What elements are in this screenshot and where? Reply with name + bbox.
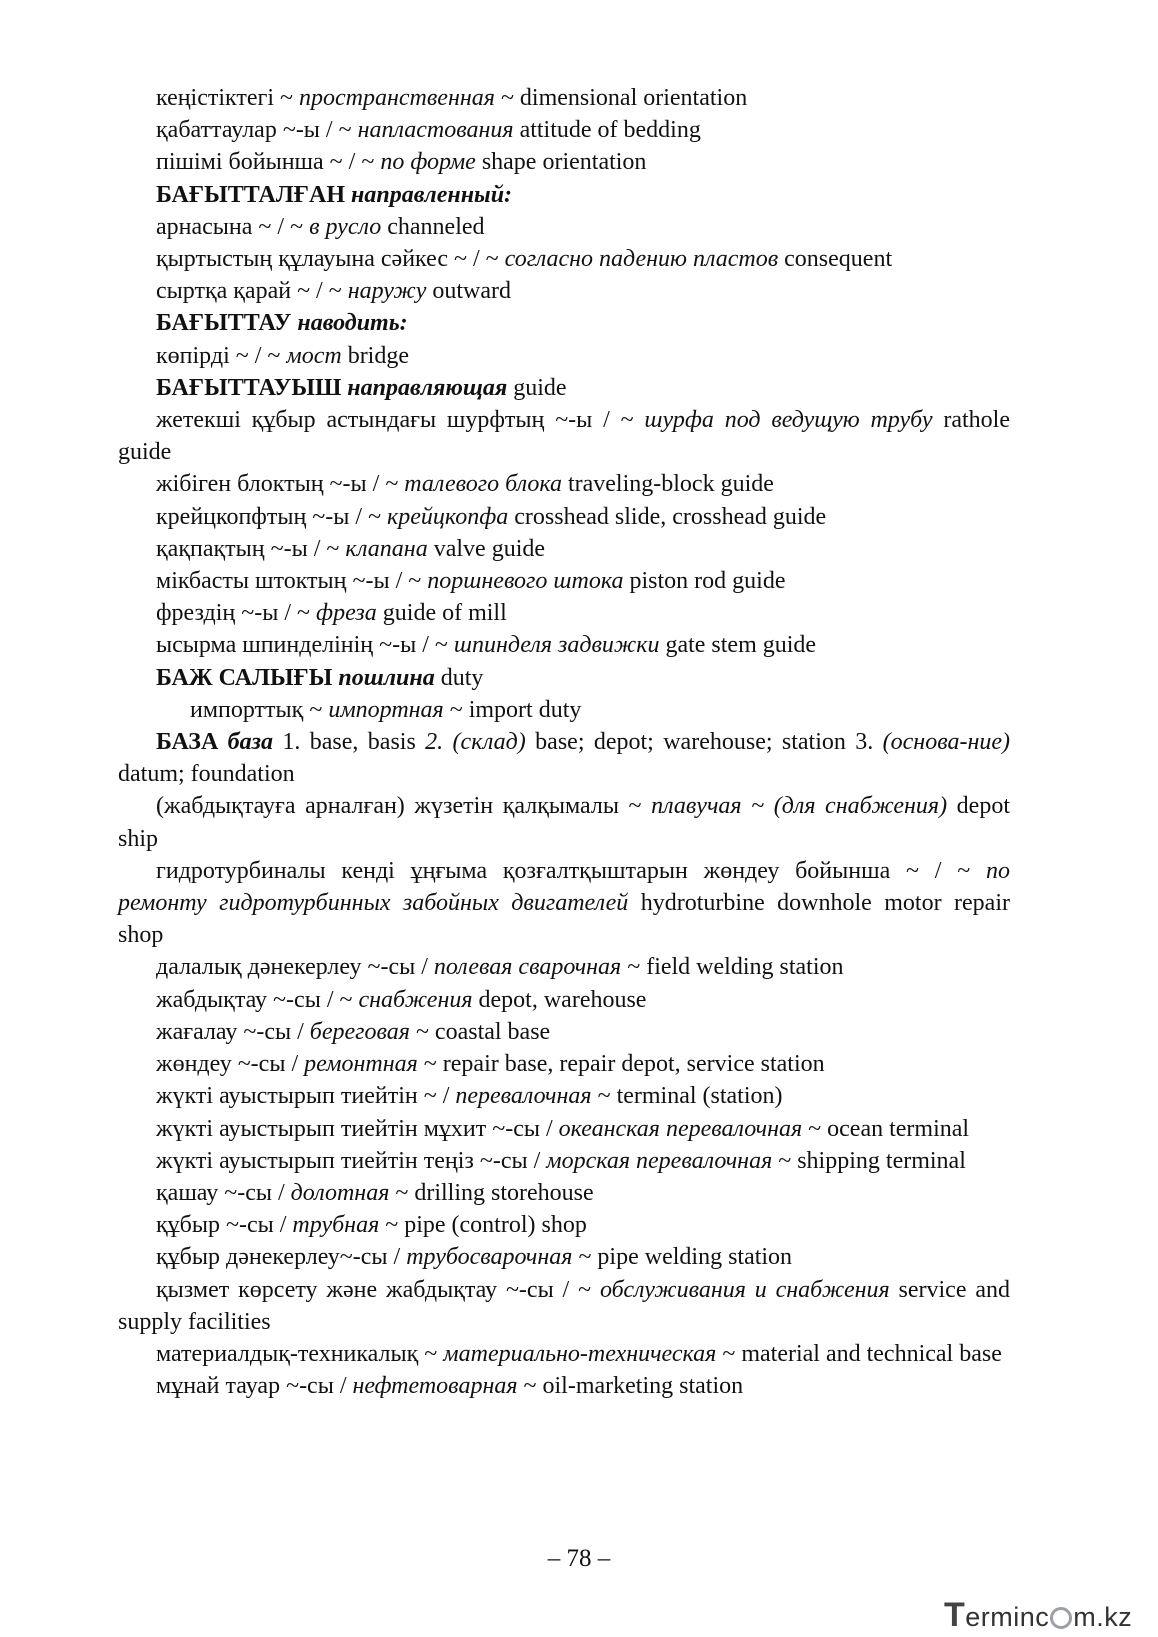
entry-text: ~ pipe welding station	[572, 1244, 793, 1271]
entry-russian-term: обслуживания и снабжения	[599, 1276, 890, 1303]
entry-text: service and supply facilities	[118, 1276, 1010, 1335]
dictionary-entry	[118, 1113, 1010, 1145]
entry-text: жетекші құбыр астындағы шурфтың ~-ы / ~	[156, 407, 645, 434]
entry-russian-term: нефтетоварная	[352, 1373, 518, 1400]
dictionary-entry	[118, 1145, 1010, 1177]
entry-text: ~ ocean terminal	[802, 1115, 970, 1142]
entry-text: сыртқа қарай ~ / ~	[156, 278, 348, 305]
entry-text: depot ship	[118, 793, 1011, 852]
dictionary-entry	[118, 1016, 1010, 1048]
entry-headword: направленный:	[351, 181, 513, 208]
entry-text: 1. base, basis	[273, 729, 426, 756]
entry-text: фрездің ~-ы / ~	[156, 600, 317, 627]
dictionary-entry	[118, 662, 1010, 694]
entry-russian-term: крейцкопфа	[387, 503, 509, 530]
entry-text: қызмет көрсету және жабдықтау ~-сы / ~	[156, 1276, 600, 1303]
entry-text: көпірді ~ / ~	[156, 342, 287, 369]
dictionary-entry	[118, 146, 1010, 178]
dictionary-entry	[118, 951, 1010, 983]
entry-headword: БАЖ САЛЫҒЫ	[156, 664, 339, 691]
dictionary-entry	[118, 404, 1010, 468]
entry-text: ~ material and technical base	[716, 1340, 1002, 1367]
dictionary-page	[118, 82, 1010, 1402]
entry-headword: наводить:	[297, 310, 408, 337]
entry-text: piston rod guide	[623, 568, 786, 595]
dictionary-entry	[118, 82, 1010, 114]
entry-russian-term: талевого блока	[404, 471, 562, 498]
dictionary-entry	[118, 1209, 1010, 1241]
entry-headword: база	[227, 729, 274, 756]
dictionary-entry	[118, 855, 1010, 952]
entry-text: datum; foundation	[118, 761, 295, 788]
dictionary-entry	[118, 1080, 1010, 1112]
dictionary-entry	[118, 694, 1010, 726]
entry-headword: БАҒЫТТАЛҒАН	[156, 181, 352, 208]
entry-text: мікбасты штоктың ~-ы / ~	[156, 568, 428, 595]
entry-text: (жабдықтауға арналған) жүзетін қалқымалы ~	[156, 793, 652, 820]
entry-text: attitude of bedding	[513, 117, 701, 144]
dictionary-entry	[118, 501, 1010, 533]
entry-russian-term: импортная	[328, 696, 444, 723]
entry-text: ~ terminal (station)	[591, 1083, 783, 1110]
entry-text: импорттық ~	[190, 696, 329, 723]
dictionary-entry	[118, 1370, 1010, 1402]
entry-text: ысырма шпинделінің ~-ы / ~	[156, 632, 454, 659]
entry-text: duty	[434, 664, 484, 691]
entry-text: hydroturbine downhole motor repair shop	[118, 890, 1010, 949]
entry-russian-term: полевая сварочная	[433, 954, 622, 981]
entry-text: base; depot; warehouse; station 3.	[525, 729, 883, 756]
entry-text: traveling-block guide	[561, 471, 774, 498]
entry-text: жөндеу ~-сы /	[156, 1051, 305, 1078]
entry-text: ~ drilling storehouse	[389, 1179, 594, 1206]
entry-russian-term: трубосварочная	[406, 1244, 573, 1271]
entry-russian-term: наружу	[347, 278, 427, 305]
dictionary-entry	[118, 179, 1010, 211]
entry-russian-term: плавучая ~ (для снабжения)	[651, 793, 948, 820]
entry-russian-term: поршневого штока	[427, 568, 624, 595]
dictionary-entry	[118, 790, 1010, 854]
dictionary-entry	[118, 1338, 1010, 1370]
dictionary-entry	[118, 1241, 1010, 1273]
entry-text: жағалау ~-сы /	[156, 1018, 310, 1045]
dictionary-entry	[118, 372, 1010, 404]
entry-russian-term: фреза	[316, 600, 377, 627]
entry-text: далалық дәнекерлеу ~-сы /	[156, 954, 434, 981]
entry-text: ~ dimensional orientation	[494, 85, 748, 111]
entry-russian-term: снабжения	[358, 986, 473, 1013]
entry-russian-term: перевалочная	[455, 1083, 592, 1110]
entry-text: жабдықтау ~-сы / ~	[156, 986, 359, 1013]
entry-text: ~ oil-marketing station	[517, 1373, 744, 1400]
watermark-logo	[944, 1596, 1149, 1632]
entry-headword: БАҒЫТТАУ	[156, 310, 298, 337]
entry-text: крейцкопфтың ~-ы / ~	[156, 503, 388, 530]
entry-russian-term: мост	[286, 342, 342, 369]
dictionary-entry	[118, 597, 1010, 629]
entry-text: қақпақтың ~-ы / ~	[156, 535, 346, 562]
page-number: – 78 –	[547, 1545, 611, 1572]
entry-text: қабаттаулар ~-ы / ~	[156, 117, 358, 144]
globe-icon	[1050, 1607, 1072, 1629]
entry-russian-term: 2. (склад)	[425, 729, 526, 756]
dictionary-entry	[118, 1177, 1010, 1209]
entry-text: жүкті ауыстырып тиейтін ~ /	[156, 1083, 456, 1110]
dictionary-entry	[118, 533, 1010, 565]
entry-text: мұнай тауар ~-сы /	[156, 1373, 353, 1400]
entry-russian-term: напластования	[357, 117, 514, 144]
entry-russian-term: клапана	[345, 535, 428, 562]
entry-text: құбыр ~-сы /	[156, 1212, 293, 1239]
watermark-middle: erminc	[965, 1602, 1050, 1632]
entry-russian-term: шпинделя задвижки	[453, 632, 660, 659]
entry-text: crosshead slide, crosshead guide	[508, 503, 827, 530]
entry-text: пішімі бойынша ~ / ~	[156, 149, 381, 176]
entry-text: channeled	[381, 213, 485, 240]
entry-text: ~ import duty	[443, 696, 582, 723]
dictionary-entry	[118, 114, 1010, 146]
entry-text: guide	[507, 374, 567, 401]
dictionary-entry	[118, 984, 1010, 1016]
entry-russian-term: трубная	[292, 1212, 380, 1239]
entry-text: rathole guide	[118, 407, 1010, 466]
entry-russian-term: ремонтная	[304, 1051, 418, 1078]
entry-text: жібіген блоктың ~-ы / ~	[156, 471, 405, 498]
dictionary-entry	[118, 275, 1010, 307]
entry-russian-term: по ремонту гидротурбинных забойных двигателей	[118, 857, 1010, 917]
entry-russian-term: морская перевалочная	[546, 1147, 773, 1174]
entry-russian-term: пространственная	[299, 85, 495, 111]
entry-headword: БАЗА	[156, 729, 228, 756]
entry-text: guide of mill	[376, 600, 507, 627]
entry-russian-term: океанская перевалочная	[558, 1115, 803, 1142]
dictionary-entry	[118, 1274, 1010, 1338]
entry-russian-term: в русло	[309, 213, 382, 240]
watermark-prefix: T	[944, 1596, 966, 1634]
dictionary-entry	[118, 307, 1010, 339]
dictionary-entry	[118, 211, 1010, 243]
watermark-suffix: m.kz	[1073, 1602, 1133, 1632]
entry-text: ~ shipping terminal	[772, 1147, 966, 1174]
entry-text: depot, warehouse	[472, 986, 647, 1013]
entry-text: outward	[426, 278, 511, 305]
entry-text: ~ repair base, repair depot, service station	[417, 1051, 825, 1078]
dictionary-entry	[118, 726, 1010, 790]
entry-text: арнасына ~ / ~	[156, 213, 310, 240]
entry-text: gate stem guide	[659, 632, 817, 659]
entry-text: қыртыстың құлауына сәйкес ~ / ~	[156, 246, 505, 273]
dictionary-entry	[118, 243, 1010, 275]
entry-text: consequent	[778, 246, 893, 273]
entry-russian-term: долотная	[290, 1179, 390, 1206]
entry-russian-term: (основа-ние)	[882, 729, 1010, 756]
entry-headword: пошлина	[338, 664, 435, 691]
dictionary-entry	[118, 340, 1010, 372]
entry-text: ~ field welding station	[621, 954, 844, 981]
entry-russian-term: береговая	[309, 1018, 410, 1045]
dictionary-entry	[118, 629, 1010, 661]
entry-text: bridge	[341, 342, 409, 369]
entry-text: ~ coastal base	[409, 1018, 551, 1045]
dictionary-entry	[118, 565, 1010, 597]
entry-russian-term: материально-техническая	[443, 1340, 717, 1367]
entry-text: shape orientation	[475, 149, 647, 176]
entry-text: кеңістіктегі ~	[156, 85, 300, 111]
entry-text: құбыр дәнекерлеу~-сы /	[156, 1244, 407, 1271]
entry-text: жүкті ауыстырып тиейтін мұхит ~-сы /	[156, 1115, 559, 1142]
entry-russian-term: шурфа под ведущую трубу	[644, 407, 933, 434]
dictionary-entry	[118, 1048, 1010, 1080]
entry-headword: БАҒЫТТАУЫШ	[156, 374, 348, 401]
entry-headword: направляющая	[347, 374, 508, 401]
entry-text: қашау ~-сы /	[156, 1179, 291, 1206]
entry-text: valve guide	[427, 535, 546, 562]
entry-russian-term: по форме	[380, 149, 476, 176]
entry-text: гидротурбиналы кенді ұңғыма қозғалтқыштарын жөндеу бойынша ~ / ~	[156, 857, 986, 884]
entry-russian-term: согласно падению пластов	[504, 246, 779, 273]
dictionary-entry	[118, 468, 1010, 500]
entry-text: жүкті ауыстырып тиейтін теңіз ~-сы /	[156, 1147, 547, 1174]
entry-text: ~ pipe (control) shop	[379, 1212, 587, 1239]
entry-text: материалдық-техникалық ~	[156, 1340, 444, 1367]
